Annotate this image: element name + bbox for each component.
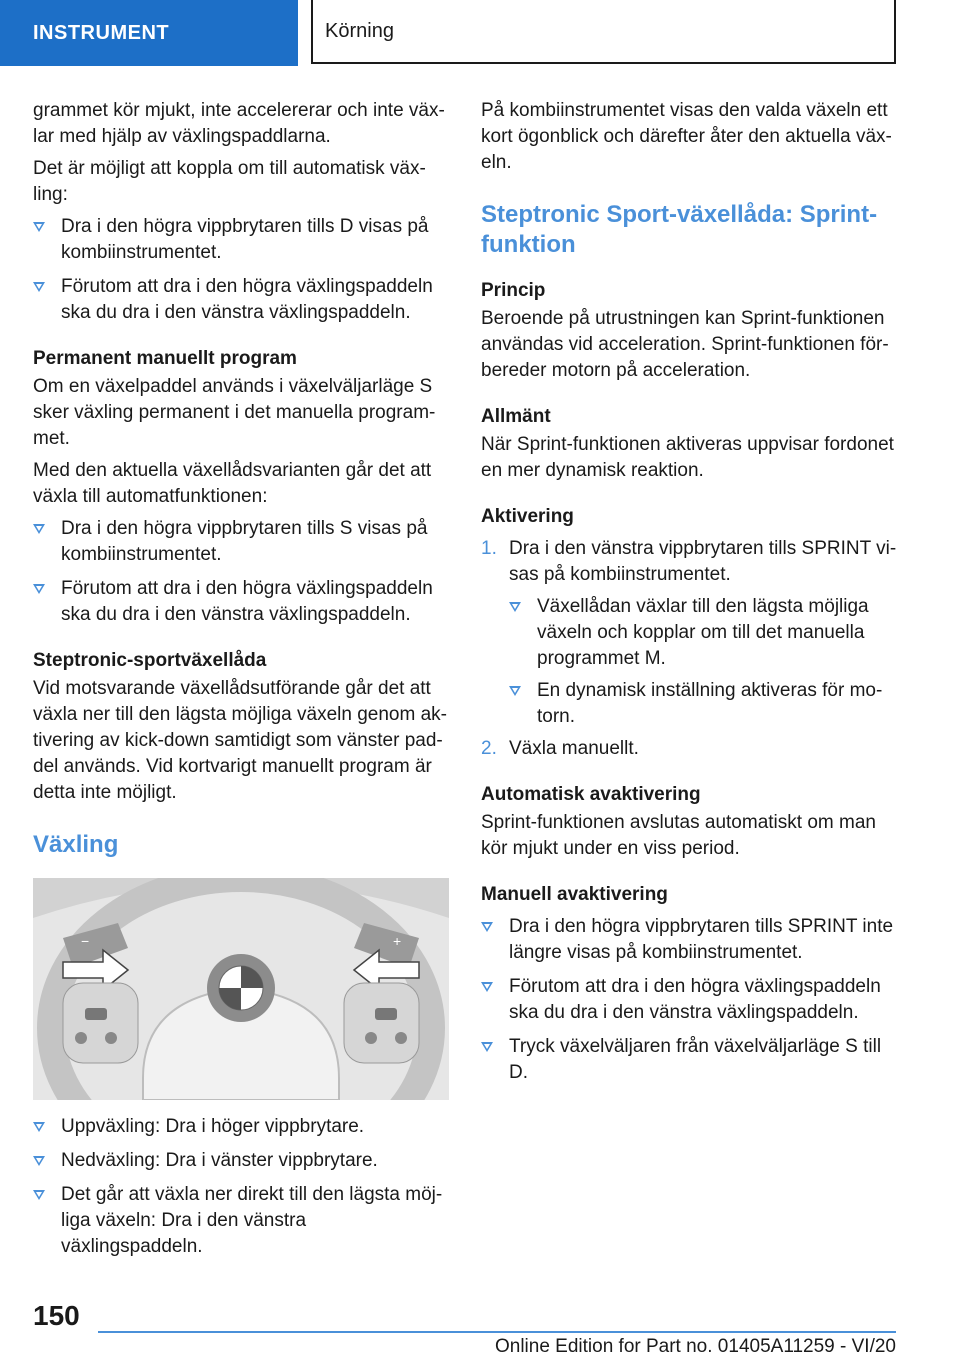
step-number: 1.	[481, 538, 497, 559]
list-item: Dra i den högra vippbrytaren tills D visas på kombiinstrumentet.	[33, 214, 451, 266]
chapter-tab	[311, 0, 896, 64]
chapter-title: Körning	[325, 19, 394, 42]
list-item: Uppväxling: Dra i höger vippbrytare.	[33, 1114, 451, 1140]
list-item: Det går att växla ner direkt till den lägsta möj-liga växeln: Dra i den vänstra växlingspaddeln.	[33, 1182, 451, 1260]
section-tab	[0, 0, 298, 66]
list-item: Dra i den högra vippbrytaren tills SPRINT inte längre visas på kombiinstrumentet.	[481, 914, 899, 966]
subheading: Automatisk avaktivering	[481, 784, 701, 805]
steering-wheel-icon	[33, 878, 449, 1100]
bullet-list	[509, 594, 899, 730]
list-item: Växellådan växlar till den lägsta möjliga växeln och kopplar om till det manuella programmet M.	[509, 594, 899, 672]
left-column	[33, 98, 451, 1268]
triangle-bullet-icon	[481, 1042, 493, 1052]
section-heading: Steptronic Sport-växellåda: Sprint-funktion	[481, 201, 878, 258]
page-number: 150	[33, 1300, 80, 1331]
subheading: Manuell avaktivering	[481, 884, 668, 905]
subheading: Princip	[481, 280, 546, 301]
list-item: Förutom att dra i den högra växlingspaddeln ska du dra i den vänstra växlingspaddeln.	[481, 974, 899, 1026]
footer-edition: Online Edition for Part no. 01405A11259 - VI/20	[494, 1336, 896, 1357]
svg-text:−: −	[81, 933, 90, 949]
triangle-bullet-icon	[509, 602, 521, 612]
section-heading: Växling	[33, 831, 119, 858]
list-item: 2. Växla manuellt.	[481, 736, 899, 762]
paragraph: Vid motsvarande växellådsutförande går det att växla ner till den lägsta möjliga växeln genom ak-tivering av kick-down samtidigt som vänster pad-del används. Vid kortvarigt manuellt program är detta inte möjligt.	[33, 678, 447, 803]
subheading: Steptronic-sportväxellåda	[33, 650, 267, 671]
paragraph: Med den aktuella växellådsvarianten går det att växla till automatfunktionen:	[33, 460, 432, 507]
section-title: INSTRUMENT	[33, 21, 170, 44]
triangle-bullet-icon	[33, 1122, 45, 1132]
right-column	[481, 98, 899, 1094]
paragraph: Om en växelpaddel används i växelväljarläge S sker växling permanent i det manuella program-met.	[33, 376, 436, 449]
paragraph: Det är möjligt att koppla om till automatisk väx-ling:	[33, 158, 426, 205]
steering-wheel-illustration	[33, 878, 449, 1100]
triangle-bullet-icon	[33, 524, 45, 534]
triangle-bullet-icon	[33, 584, 45, 594]
triangle-bullet-icon	[509, 686, 521, 696]
list-item: 1. Dra i den vänstra vippbrytaren tills SPRINT vi-sas på kombiinstrumentet. Växellådan växlar till den lägsta möjliga växeln och kopplar om till det manuella programmet M. En dynamisk inställning aktiveras för mo-torn.	[481, 536, 899, 730]
paragraph: När Sprint-funktionen aktiveras uppvisar fordonet en mer dynamisk reaktion.	[481, 434, 894, 481]
list-item: Dra i den högra vippbrytaren tills S visas på kombiinstrumentet.	[33, 516, 451, 568]
bullet-list	[33, 516, 451, 628]
triangle-bullet-icon	[33, 222, 45, 232]
bullet-list	[33, 1114, 451, 1260]
triangle-bullet-icon	[33, 1190, 45, 1200]
step-number: 2.	[481, 738, 497, 759]
list-item: Förutom att dra i den högra växlingspaddeln ska du dra i den vänstra växlingspaddeln.	[33, 274, 451, 326]
subheading: Permanent manuellt program	[33, 348, 297, 369]
list-item: Nedväxling: Dra i vänster vippbrytare.	[33, 1148, 451, 1174]
paragraph: Sprint-funktionen avslutas automatiskt om man kör mjukt under en viss period.	[481, 812, 876, 859]
list-item: En dynamisk inställning aktiveras för mo-torn.	[509, 678, 899, 730]
triangle-bullet-icon	[33, 282, 45, 292]
paragraph: På kombiinstrumentet visas den valda växeln ett kort ögonblick och därefter åter den aktuella väx-eln.	[481, 100, 892, 173]
triangle-bullet-icon	[481, 922, 493, 932]
paragraph: grammet kör mjukt, inte accelererar och inte väx-lar med hjälp av växlingspaddlarna.	[33, 100, 445, 147]
numbered-list	[481, 536, 899, 762]
subheading: Aktivering	[481, 506, 574, 527]
list-item: Förutom att dra i den högra växlingspaddeln ska du dra i den vänstra växlingspaddeln.	[33, 576, 451, 628]
triangle-bullet-icon	[481, 982, 493, 992]
svg-text:+: +	[393, 933, 402, 949]
paragraph: Beroende på utrustningen kan Sprint-funktionen användas vid acceleration. Sprint-funktionen för-bereder motorn på acceleration.	[481, 308, 889, 381]
bullet-list	[481, 914, 899, 1086]
list-item: Tryck växelväljaren från växelväljarläge S till D.	[481, 1034, 899, 1086]
subheading: Allmänt	[481, 406, 551, 427]
bullet-list	[33, 214, 451, 326]
triangle-bullet-icon	[33, 1156, 45, 1166]
